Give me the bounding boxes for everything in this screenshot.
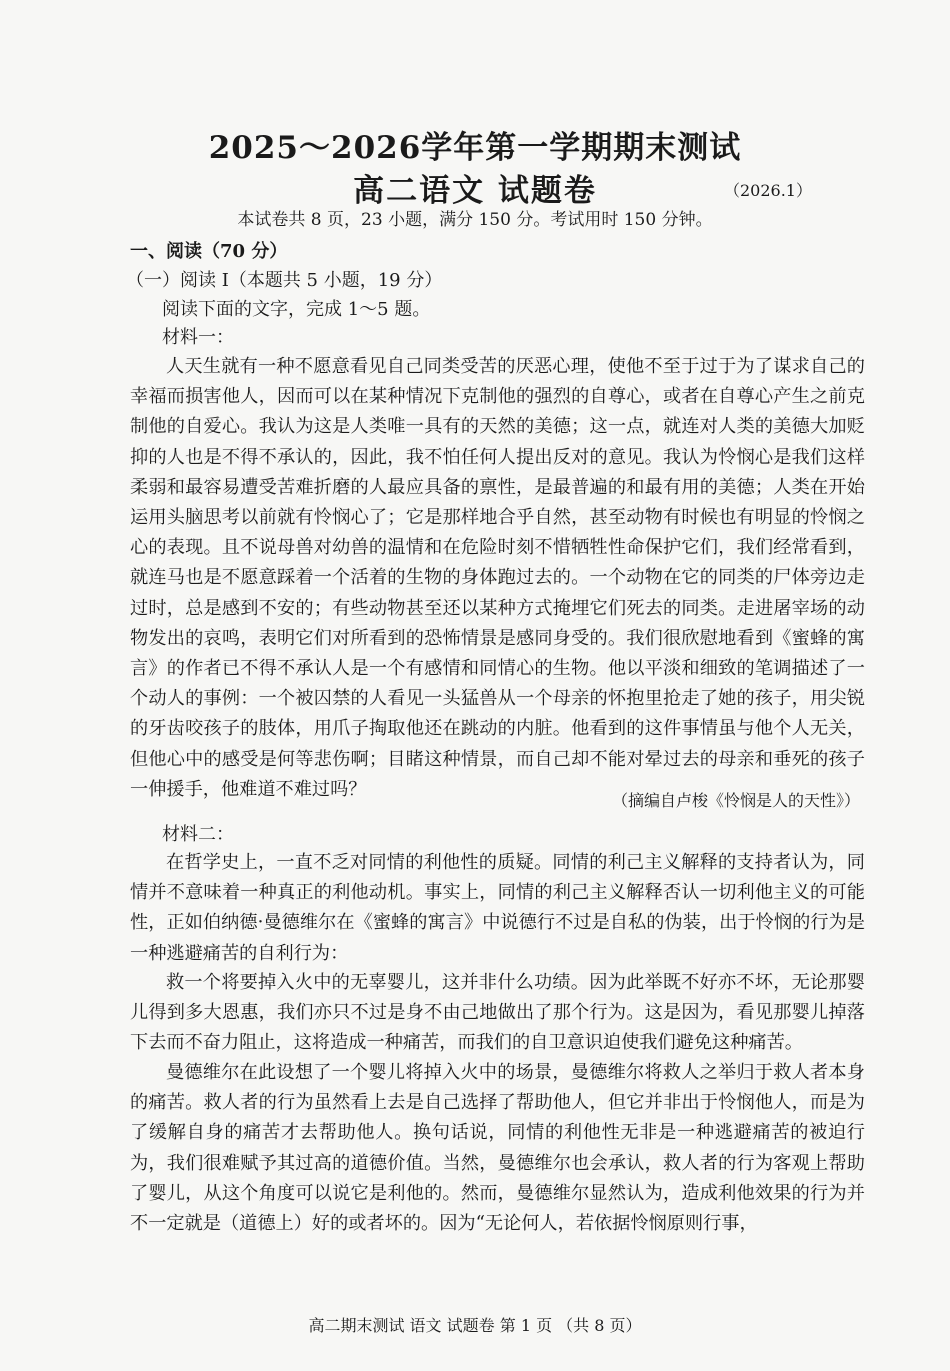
instruction: 阅读下面的文字，完成 1～5 题。: [162, 299, 431, 320]
material2-paragraph-1: 在哲学史上，一直不乏对同情的利他性的质疑。同情的利己主义解释的支持者认为，同情并不意味着一种真正的利他动机。事实上，同情的利己主义解释否认一切利他主义的可能性，正如伯纳德·曼德维尔在《蜜蜂的寓言》中说德行不过是自私的伪装，出于怜悯的行为是一种逃避痛苦的自利行为：: [130, 852, 865, 964]
material2-label: 材料二：: [162, 824, 234, 845]
exam-info: 本试卷共 8 页，23 小题，满分 150 分。考试用时 150 分钟。: [237, 210, 713, 230]
exam-date: （2026.1）: [724, 181, 812, 200]
section-heading: 一、阅读（70 分）: [130, 241, 288, 262]
material1-text: 人天生就有一种不愿意看见自己同类受苦的厌恶心理，使他不至于过于为了谋求自己的幸福而损害他人，因而可以在某种情况下克制他的强烈的自尊心，或者在自尊心产生之前克制他的自爱心。我认为这是人类唯一具有的天然的美德；这一点，就连对人类的美德大加贬抑的人也是不得不承认的，因此，我不怕任何人提出反对的意见。我认为怜悯心是我们这样柔弱和最容易遭受苦难折磨的人最应具备的禀性，是最普遍的和最有用的美德；人类在开始运用头脑思考以前就有怜悯心了；它是那样地合乎自然，甚至动物有时候也有明显的怜悯之心的表现。且不说母兽对幼兽的温情和在危险时刻不惜牺牲性命保护它们，我们经常看到，就连马也是不愿意踩着一个活着的生物的身体跑过去的。一个动物在它的同类的尸体旁边走过时，总是感到不安的；有些动物甚至还以某种方式掩埋它们死去的同类。走进屠宰场的动物发出的哀鸣，表明它们对所看到的恐怖情景是感同身受的。我们很欣慰地看到《蜜蜂的寓言》的作者已不得不承认人是一个有感情和同情心的生物。他以平淡和细致的笔调描述了一个动人的事例：一个被囚禁的人看见一头猛兽从一个母亲的怀抱里抢走了她的孩子，用尖锐的牙齿咬孩子的肢体，用爪子掏取他还在跳动的内脏。他看到的这件事情虽与他个人无关，但他心中的感受是何等悲伤啊；目睹这种情景，而自己却不能对晕过去的母亲和垂死的孩子一伸援手，他难道不难过吗？: [130, 356, 865, 800]
exam-title: 2025～2026学年第一学期期末测试: [208, 130, 742, 166]
exam-subtitle: 高二语文 试题卷: [353, 173, 597, 209]
material1-label: 材料一：: [162, 327, 234, 348]
material2-paragraph-3: 曼德维尔在此设想了一个婴儿将掉入火中的场景，曼德维尔将救人之举归于救人者本身的痛苦。救人者的行为虽然看上去是自己选择了帮助他人，但它并非出于怜悯他人，而是为了缓解自身的痛苦才去帮助他人。换句话说，同情的利他性无非是一种逃避痛苦的被迫行为，我们很难赋予其过高的道德价值。当然，曼德维尔也会承认，救人者的行为客观上帮助了婴儿，从这个角度可以说它是利他的。然而，曼德维尔显然认为，造成利他效果的行为并不一定就是（道德上）好的或者坏的。因为“无论何人，若依据怜悯原则行事，: [130, 1062, 865, 1235]
material2-paragraph-2: 救一个将要掉入火中的无辜婴儿，这并非什么功绩。因为此举既不好亦不坏，无论那婴儿得到多大恩惠，我们亦只不过是身不由己地做出了那个行为。这是因为，看见那婴儿掉落下去而不奋力阻止，这将造成一种痛苦，而我们的自卫意识迫使我们避免这种痛苦。: [130, 972, 865, 1054]
material1-source: （摘编自卢梭《怜悯是人的天性》）: [611, 791, 860, 810]
page-footer: 高二期末测试 语文 试题卷 第 1 页 （共 8 页）: [308, 1316, 642, 1335]
subsection-heading: （一）阅读 I（本题共 5 小题，19 分）: [126, 270, 443, 291]
